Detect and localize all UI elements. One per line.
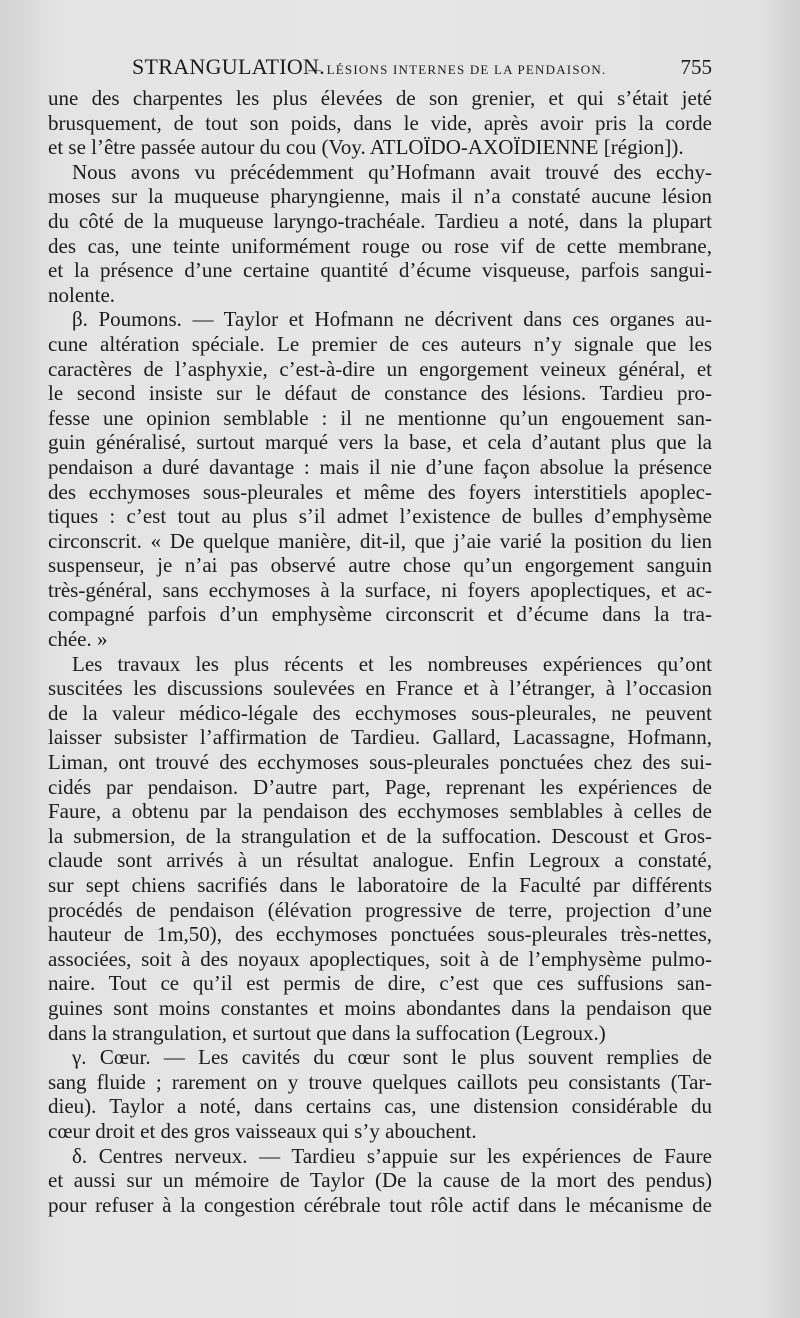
text-line: du côté de la muqueuse laryngo-trachéale. Tardieu a noté, dans la plupart <box>48 208 712 233</box>
text-line: Faure, a obtenu par la pendaison des ecchymoses semblables à celles de <box>48 799 712 824</box>
text-line: hauteur de 1m,50), des ecchymoses ponctuées sous-pleurales très-nettes, <box>48 922 712 947</box>
text-line: et aussi sur un mémoire de Taylor (De la cause de la mort des pendus) <box>48 1168 712 1193</box>
text-line: brusquement, de tout son poids, dans le vide, après avoir pris la corde <box>48 110 712 135</box>
text-line: caractères de l’asphyxie, c’est-à-dire un engorgement veineux général, et <box>48 356 712 381</box>
text-line: pendaison a duré davantage : mais il nie d’une façon absolue la présence <box>48 454 712 479</box>
text-line: associées, soit à des noyaux apoplectiques, soit à de l’emphysème pulmo- <box>48 946 712 971</box>
running-head-title: STRANGULATION. <box>132 54 326 79</box>
text-line: moses sur la muqueuse pharyngienne, mais il n’a constaté aucune lésion <box>48 184 712 209</box>
text-line: très-général, sans ecchymoses à la surface, ni foyers apoplectiques, et ac- <box>48 577 712 602</box>
text-line: cidés par pendaison. D’autre part, Page, reprenant les expériences de <box>48 774 712 799</box>
text-line: β. Poumons. — Taylor et Hofmann ne décrivent dans ces organes au- <box>72 307 712 332</box>
running-head-subtitle: — LÉSIONS INTERNES DE LA PENDAISON. <box>308 62 607 77</box>
text-line: Les travaux les plus récents et les nombreuses expériences qu’ont <box>72 651 712 676</box>
text-line: et se l’être passée autour du cou (Voy. ATLOÏDO-AXOÏDIENNE [région]). <box>48 135 684 160</box>
text-line: guines sont moins constantes et moins abondantes dans la pendaison que <box>48 995 712 1020</box>
text-line: Liman, ont trouvé des ecchymoses sous-pleurales ponctuées chez des sui- <box>48 750 712 775</box>
text-line: une des charpentes les plus élevées de son grenier, et qui s’était jeté <box>48 86 712 110</box>
text-line: pour refuser à la congestion cérébrale tout rôle actif dans le mécanisme de <box>48 1192 712 1217</box>
text-line: claude sont arrivés à un résultat analogue. Enfin Legroux a constaté, <box>48 848 712 873</box>
text-line: fesse une opinion semblable : il ne mentionne qu’un engouement san- <box>48 405 712 430</box>
text-line: δ. Centres nerveux. — Tardieu s’appuie sur les expériences de Faure <box>72 1143 712 1168</box>
text-line: cœur droit et des gros vaisseaux qui s’y abouchent. <box>48 1118 477 1143</box>
text-line: compagné parfois d’un emphysème circonscrit et d’écume dans la tra- <box>48 602 712 627</box>
text-line: chée. » <box>48 627 108 652</box>
page-number: 755 <box>680 55 712 79</box>
text-line: Nous avons vu précédemment qu’Hofmann avait trouvé des ecchy- <box>72 159 712 184</box>
text-line: le second insiste sur le défaut de constance des lésions. Tardieu pro- <box>48 381 712 406</box>
text-line: cune altération spéciale. Le premier de ces auteurs n’y signale que les <box>48 331 712 356</box>
text-line: circonscrit. « De quelque manière, dit-il, que j’aie varié la position du lien <box>48 528 712 553</box>
body-text <box>48 86 712 1217</box>
text-line: guin généralisé, surtout marqué vers la base, et cela d’autant plus que la <box>48 430 712 455</box>
text-line: suscitées les discussions soulevées en France et à l’étranger, à l’occasion <box>48 676 712 701</box>
text-line: la submersion, de la strangulation et de la suffocation. Descoust et Gros- <box>48 823 712 848</box>
text-line: nolente. <box>48 282 116 307</box>
text-line: des cas, une teinte uniformément rouge ou rose vif de cette membrane, <box>48 233 712 258</box>
text-line: sang fluide ; rarement on y trouve quelques caillots peu consistants (Tar- <box>48 1069 712 1094</box>
text-line: de la valeur médico-légale des ecchymoses sous-pleurales, ne peuvent <box>48 700 712 725</box>
text-line: sur sept chiens sacrifiés dans le laboratoire de la Faculté par différents <box>48 873 712 897</box>
text-line: laisser subsister l’affirmation de Tardieu. Gallard, Lacassagne, Hofmann, <box>48 725 712 750</box>
text-line: dieu). Taylor a noté, dans certains cas, une distension considérable du <box>48 1094 712 1119</box>
text-line: γ. Cœur. — Les cavités du cœur sont le plus souvent remplies de <box>72 1045 712 1070</box>
running-head <box>48 54 712 84</box>
text-line: et la présence d’une certaine quantité d’écume visqueuse, parfois sangui- <box>48 258 712 283</box>
text-line: suspenseur, je n’ai pas observé autre chose qu’un engorgement sanguin <box>48 553 712 578</box>
text-line: procédés de pendaison (élévation progressive de terre, projection d’une <box>48 897 712 922</box>
text-line: des ecchymoses sous-pleurales et même des foyers interstitiels apoplec- <box>48 479 712 504</box>
text-line: tiques : c’est tout au plus s’il admet l’existence de bulles d’emphysème <box>48 504 712 529</box>
text-line: naire. Tout ce qu’il est permis de dire, c’est que ces suffusions san- <box>48 971 712 996</box>
text-line: dans la strangulation, et surtout que dans la suffocation (Legroux.) <box>48 1020 606 1045</box>
